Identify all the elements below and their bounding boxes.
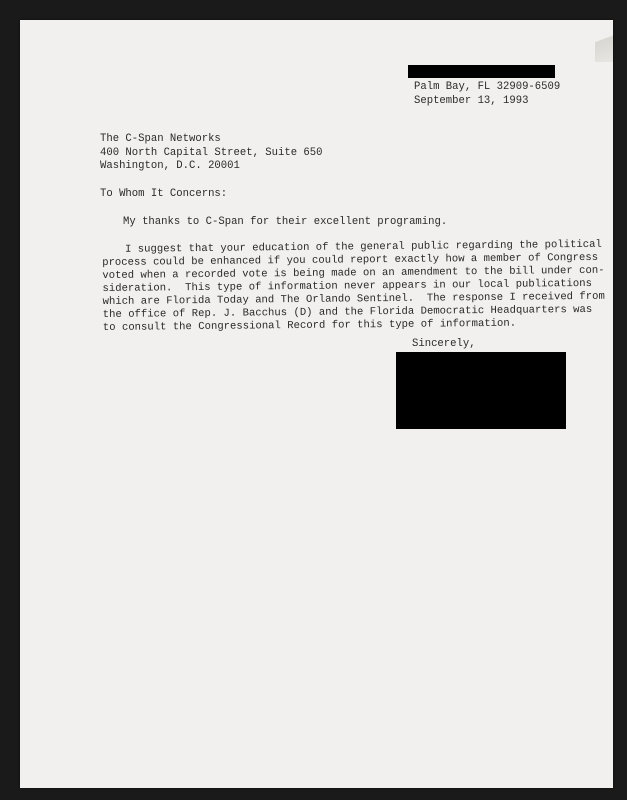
paragraph-line: process could be enhanced if you could report exactly how a member of Congress [102,251,599,269]
recipient-city: Washington, D.C. 20001 [100,160,240,172]
paragraph-line: voted when a recorded vote is being made on an amendment to the bill under con- [102,264,605,282]
recipient-street: 400 North Capital Street, Suite 650 [100,147,323,159]
paragraph-thanks: My thanks to C-Span for their excellent programing. [123,216,448,228]
closing: Sincerely, [412,338,476,350]
paragraph-line: which are Florida Today and The Orlando Sentinel. The response I received from [102,290,605,308]
salutation: To Whom It Concerns: [100,188,228,200]
redacted-signature [396,352,566,429]
paragraph-line: the office of Rep. J. Bacchus (D) and the Florida Democratic Headquarters was [102,303,593,321]
paragraph-line: sideration. This type of information never appears in our local publications [102,277,593,295]
recipient-name: The C-Span Networks [100,133,221,145]
letter-date: September 13, 1993 [414,95,529,107]
letter-page [20,20,613,788]
redacted-sender-name [408,65,555,78]
folded-corner [595,20,613,62]
sender-city-line: Palm Bay, FL 32909-6509 [414,81,561,93]
paragraph-line: to consult the Congressional Record for this type of information. [102,317,517,334]
paragraph-line: I suggest that your education of the general public regarding the political [124,238,602,256]
